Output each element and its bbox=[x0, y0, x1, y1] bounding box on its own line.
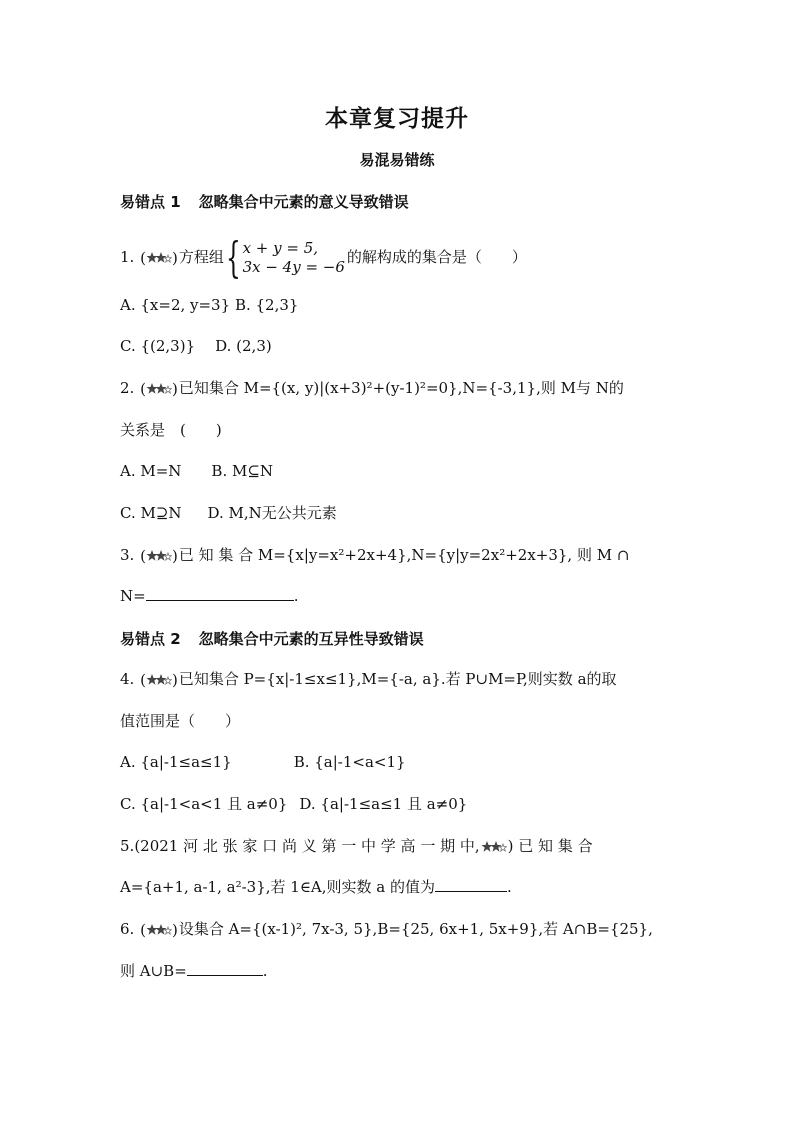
difficulty-stars-icon: ( ) bbox=[140, 921, 178, 939]
question-number: 2. bbox=[120, 379, 135, 397]
option-a: A. {x=2, y=3} bbox=[120, 296, 231, 314]
option-d: D. (2,3) bbox=[215, 337, 272, 355]
equation-1: x + y = 5, bbox=[242, 239, 319, 257]
section-label: 易错点 2 bbox=[120, 630, 181, 648]
difficulty-stars-icon: ( ) bbox=[140, 249, 178, 267]
question-text-cont: 关系是 ( ) bbox=[120, 421, 222, 439]
question-text: 设集合 A={(x-1)², 7x-3, 5},B={25, 6x+1, 5x+9},若 A∩B={25}, bbox=[178, 920, 653, 938]
question-4-cont bbox=[120, 710, 240, 732]
q1-options-row-2 bbox=[120, 335, 272, 357]
option-c: C. {a|-1<a<1 且 a≠0} bbox=[120, 795, 288, 813]
question-text: 已知集合 P={x|-1≤x≤1},M={-a, a}.若 P∪M=P,则实数 a的取 bbox=[178, 670, 617, 688]
section-heading-1 bbox=[120, 191, 409, 212]
section-text: 忽略集合中元素的意义导致错误 bbox=[198, 193, 409, 211]
question-6 bbox=[120, 918, 653, 941]
option-b: B. {2,3} bbox=[234, 296, 299, 314]
equation-2: 3x − 4y = −6 bbox=[242, 258, 345, 276]
equation-system bbox=[225, 233, 345, 282]
difficulty-stars-icon: ( ) bbox=[140, 671, 178, 689]
page-title: 本章复习提升 bbox=[325, 106, 469, 132]
answer-blank[interactable] bbox=[187, 961, 263, 976]
question-6-cont bbox=[120, 960, 268, 982]
difficulty-stars-icon bbox=[481, 836, 507, 858]
difficulty-stars-icon: ( ) bbox=[140, 547, 178, 565]
question-number: 4. bbox=[120, 670, 135, 688]
question-4 bbox=[120, 668, 617, 691]
option-c: C. {(2,3)} bbox=[120, 337, 196, 355]
question-text-cont: N= bbox=[120, 587, 146, 605]
question-number: 3. bbox=[120, 546, 135, 564]
option-a: A. M=N bbox=[120, 462, 182, 480]
question-number: 6. bbox=[120, 920, 135, 938]
question-5-cont bbox=[120, 876, 512, 898]
q4-options-row-1 bbox=[120, 751, 406, 773]
left-brace-icon: { bbox=[225, 233, 241, 282]
option-c: C. M⊇N bbox=[120, 504, 182, 522]
question-suffix: 的解构成的集合是（ ） bbox=[346, 248, 527, 266]
question-text-cont: 则 A∪B= bbox=[120, 962, 187, 980]
q2-options-row-1 bbox=[120, 460, 273, 482]
question-text-cont: 值范围是（ ） bbox=[120, 712, 241, 730]
question-prefix: 方程组 bbox=[178, 248, 224, 266]
option-d: D. {a|-1≤a≤1 且 a≠0} bbox=[299, 795, 468, 813]
question-5 bbox=[120, 835, 593, 858]
section-text: 忽略集合中元素的互异性导致错误 bbox=[198, 630, 424, 648]
q2-options-row-2 bbox=[120, 502, 337, 524]
option-b: B. {a|-1<a<1} bbox=[293, 753, 406, 771]
q4-options-row-2 bbox=[120, 793, 467, 815]
option-d: D. M,N无公共元素 bbox=[207, 504, 337, 522]
section-label: 易错点 1 bbox=[120, 193, 181, 211]
question-1 bbox=[120, 233, 527, 282]
question-text-cont: A={a+1, a-1, a²-3},若 1∈A,则实数 a 的值为 bbox=[120, 878, 436, 896]
section-heading-2 bbox=[120, 628, 424, 649]
question-number: 1. bbox=[120, 248, 135, 266]
q1-options-row-1 bbox=[120, 294, 298, 316]
question-number: 5. bbox=[120, 837, 135, 855]
answer-blank[interactable] bbox=[146, 586, 294, 601]
question-text: 已 知 集 合 M={x|y=x²+2x+4},N={y|y=2x²+2x+3}, 则 M ∩ bbox=[178, 546, 630, 564]
question-3-cont: N= . bbox=[120, 587, 299, 605]
period: . bbox=[262, 962, 268, 980]
period: . bbox=[507, 878, 512, 896]
question-3 bbox=[120, 544, 629, 567]
answer-blank[interactable] bbox=[435, 877, 507, 892]
difficulty-stars-icon: ( ) bbox=[140, 380, 178, 398]
question-2-cont bbox=[120, 419, 222, 441]
page-subtitle: 易混易错练 bbox=[359, 151, 435, 169]
question-text: ) 已 知 集 合 bbox=[507, 837, 593, 855]
question-2 bbox=[120, 377, 624, 400]
option-b: B. M⊆N bbox=[211, 462, 274, 480]
option-a: A. {a|-1≤a≤1} bbox=[120, 753, 232, 771]
question-text: 已知集合 M={(x, y)|(x+3)²+(y-1)²=0},N={-3,1},则 M与 N的 bbox=[178, 379, 624, 397]
question-source: (2021 河 北 张 家 口 尚 义 第 一 中 学 高 一 期 中, bbox=[134, 837, 480, 855]
